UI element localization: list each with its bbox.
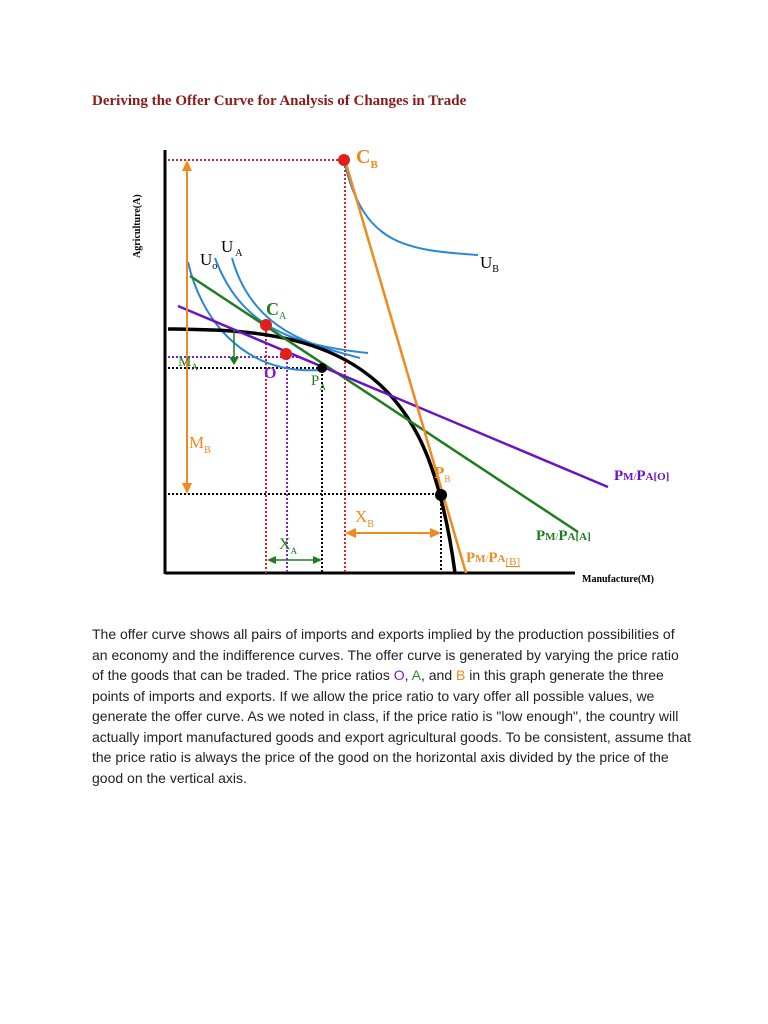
- label-price-line-b: $PM/PA_{[B]}$: [466, 550, 521, 568]
- label-o: O: [264, 365, 277, 382]
- price-ratio-o-label: O: [393, 667, 405, 683]
- point-pa: [317, 363, 327, 373]
- body-sep-1: ,: [404, 667, 412, 683]
- page-title: Deriving the Offer Curve for Analysis of Changes in Trade: [92, 93, 467, 109]
- label-xb: $X_B$: [355, 507, 374, 530]
- price-ratio-a-label: A: [411, 667, 421, 683]
- price-ratio-b-label: B: [456, 667, 466, 683]
- body-sep-2: , and: [420, 667, 456, 683]
- offer-curve-diagram: [0, 120, 768, 600]
- label-pa: $P_A$: [311, 373, 326, 392]
- label-pb: $P_B$: [434, 463, 451, 484]
- point-o: [280, 348, 292, 360]
- point-cb: [338, 154, 350, 166]
- y-axis-label: Agriculture(A): [132, 194, 143, 258]
- mb-arrow-down: [182, 483, 192, 494]
- xb-arrow-right: [430, 528, 441, 538]
- xa-arrow-right: [313, 556, 322, 564]
- production-possibility-frontier: [168, 329, 455, 573]
- body-text-part-2: in this graph generate the three points of imports and exports. If we allow the price ratio to vary offer all possible values, we generate the offer curve. As we noted in class, if the price ratio is "low enough", the country will actually import manufactured goods and export agricultural goods. To be consistent, assume that the price ratio is always the price of the good on the horizontal axis divided by the price of the good on the vertical axis.: [92, 667, 691, 786]
- indifference-curve-ua-inner: [232, 258, 360, 358]
- point-ca: [260, 319, 272, 331]
- label-price-line-o: PM/PA[O]: [614, 468, 670, 484]
- label-ua: U $_A$: [221, 237, 243, 259]
- xb-bracket: [345, 528, 441, 538]
- mb-arrow-up: [182, 160, 192, 171]
- label-ca: $C_A$: [266, 299, 287, 322]
- label-price-line-a: PM/PA[A]: [536, 528, 591, 544]
- xa-bracket: [267, 556, 322, 564]
- label-ma: $M_A$: [178, 354, 198, 372]
- body-text-part-1: The offer curve shows all pairs of imports and exports implied by the production possibilities of an economy and the indifference curves. The offer curve is generated by varying the price ratio of the goods that can be traded. The price ratios: [92, 626, 679, 683]
- dotted-guides: [168, 160, 441, 573]
- point-pb: [435, 489, 447, 501]
- ma-arrow-down: [229, 357, 239, 365]
- body-paragraph: [92, 624, 692, 788]
- x-axis-label: Manufacture(M): [582, 574, 655, 585]
- xb-arrow-left: [345, 528, 356, 538]
- label-uo: $U_o$: [200, 250, 218, 272]
- indifference-curve-ub: [345, 165, 478, 255]
- label-ub: $U_B$: [480, 253, 499, 275]
- label-mb: $M_B$: [189, 433, 211, 456]
- label-xa: $X_A$: [279, 536, 298, 556]
- price-line-o: [178, 306, 608, 487]
- xa-arrow-left: [267, 556, 276, 564]
- label-cb: $C_B$: [356, 146, 378, 171]
